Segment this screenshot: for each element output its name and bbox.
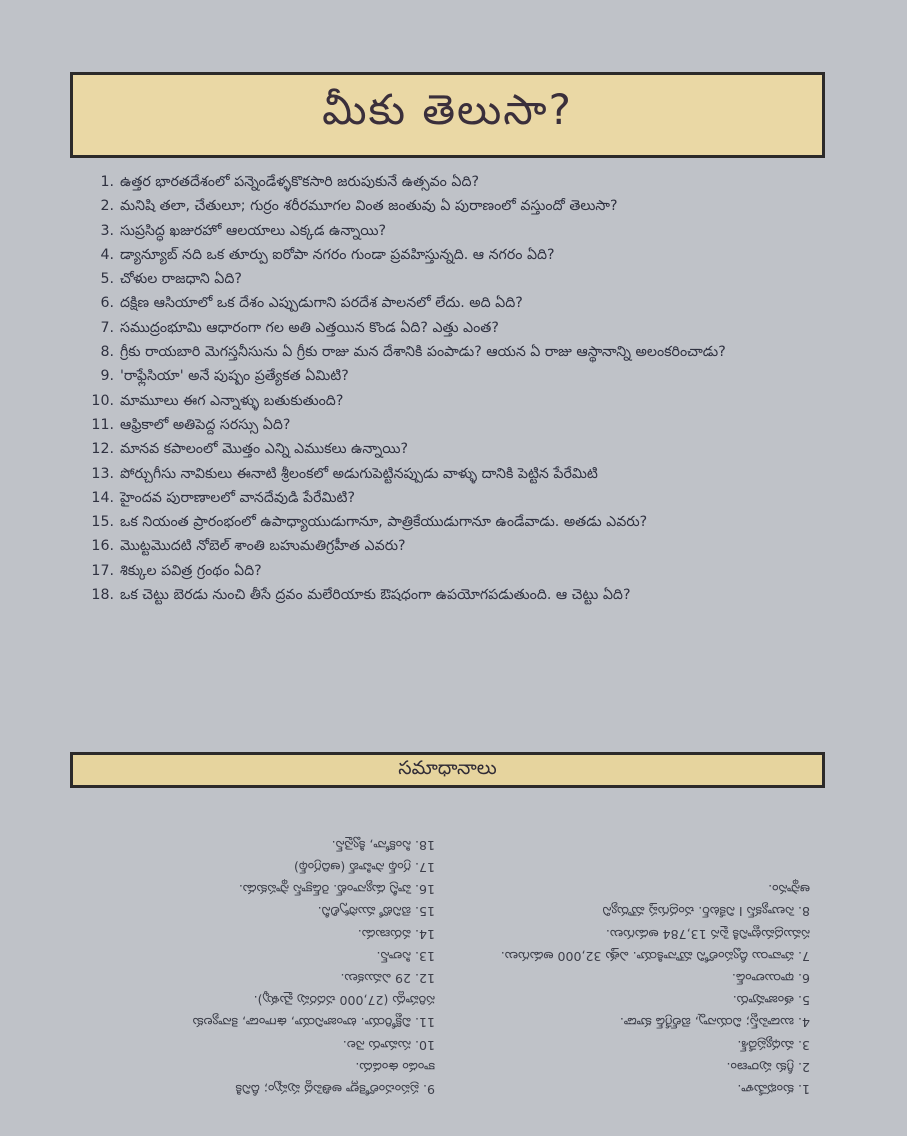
list-item: 7. సముద్రంభూమి ఆధారంగా గల అతి ఎత్తయిన కొండ ఏది? ఎత్తు ఎంత? (100, 319, 499, 336)
page-title: మీకు తెలుసా? (322, 85, 573, 134)
title-banner (70, 72, 825, 158)
answer-line: 4. బుడాపెస్ట్; వియన్నా, బెల్‌గ్రేడ్ కూడా. (619, 1015, 810, 1031)
list-item: 13. పోర్చుగీసు నావికులు ఈనాటి శ్రీలంకలో అడుగుపెట్టినప్పుడు వాళ్ళు దానికి పెట్టిన పేరేమిటి (91, 465, 598, 482)
answer-line: 5. తంజావూరు. (732, 993, 810, 1009)
answers-heading: సమాధానాలు (398, 756, 497, 779)
answer-line: 16. హెన్రీ డ్యునాంట్. రెడ్‌క్రాస్ స్థాపకుడు. (238, 882, 435, 898)
list-item: 1. ఉత్తర భారతదేశంలో పన్నెండేళ్ళకొకసారి జరుపుకునే ఉత్సవం ఏది? (100, 174, 480, 190)
answer-line: 8. సెల్యూకస్ I నికేటర్. చంద్రగుప్త మౌర్యుని (602, 904, 810, 920)
answer-line: 15. బెనిటో ముస్సోలినీ. (317, 904, 435, 920)
answer-line: 18. సింకోనా, క్వినైన్. (331, 837, 435, 853)
answer-line: 1. కుంభమేళా. (737, 1082, 810, 1097)
answer-line: 2. గ్రీకు పురాణం. (726, 1059, 810, 1075)
answer-line: కాండం ఉండదు. (355, 1059, 435, 1075)
answers-banner (70, 752, 825, 788)
list-item: 6. దక్షిణ ఆసియాలో ఒక దేశం ఎప్పుడుగాని పరదేశ పాలనలో లేదు. అది ఏది? (100, 295, 523, 312)
list-item: 15. ఒక నియంత ప్రారంభంలో ఉపాధ్యాయుడుగానూ, పాత్రికేయుడుగానూ ఉండేవాడు. అతడు ఎవరు? (91, 514, 648, 531)
answer-line: 6. థాయిలాండ్. (731, 970, 810, 986)
answer-line: 10. సుమారు నెల. (342, 1037, 435, 1053)
list-item: 11. ఆఫ్రికాలో అతిపెద్ద సరస్సు ఏది? (91, 416, 291, 433)
question-list (88, 170, 823, 607)
list-item: 2. మనిషి తలా, చేతులూ; గుర్రం శరీరమూగల వింత జంతువు ఏ పురాణంలో వస్తుందో తెలుసా? (100, 198, 618, 215)
answer-line: ఆస్థానం. (768, 882, 810, 898)
answer-line: 12. 29 ఎముకలు. (340, 970, 435, 986)
list-item: 10. మామూలు ఈగ ఎన్నాళ్ళు బతుకుతుంది? (91, 392, 344, 409)
answer-line: 17. గ్రంథ్ సాహిబ్ (ఆదిగ్రంథ్) (293, 859, 435, 875)
list-item: 18. ఒక చెట్టు బెరడు నుంచి తీసే ద్రవం మలేరియాకు ఔషధంగా ఉపయోగపడుతుంది. ఆ చెట్టు ఏది? (91, 587, 631, 604)
list-item: 12. మానవ కపాలంలో మొత్తం ఎన్ని ఎముకలు ఉన్నాయి? (91, 441, 409, 458)
list-item: 17. శిక్కుల పవిత్ర గ్రంథం ఏది? (91, 562, 262, 579)
answer-line: 13. సిలాన్. (376, 948, 435, 964)
answer-line: 3. మధ్యప్రదేశ్. (737, 1037, 810, 1053)
list-item: 5. చోళుల రాజధాని ఏది? (100, 271, 242, 288)
answer-line: 7. హవాయి ద్వీపంలోని మౌనాకియా. ఎత్తు 32,000 అడుగులు. (500, 948, 810, 964)
answers-column-right (90, 800, 435, 1100)
answer-line: సముద్రమట్టానికి పైన 13,784 అడుగులు. (605, 926, 810, 942)
answer-line: 9. ప్రపంచంలోకెల్లా అతిపెద్ద పుష్పం; దీనికి (235, 1082, 435, 1097)
answers-column-left (465, 800, 810, 1100)
list-item: 3. సుప్రసిద్ధ ఖజురహో ఆలయాలు ఎక్కడ ఉన్నాయి? (100, 222, 387, 239)
answer-line: 14. వరుణుడు. (357, 926, 435, 942)
list-item: 8. గ్రీకు రాయబారి మెగస్తనీసును ఏ గ్రీకు రాజు మన దేశానికి పంపాడు? ఆయన ఏ రాజు ఆస్థానాన్ని అలంకరించాడు? (100, 344, 726, 361)
list-item: 16. మొట్టమొదటి నోబెల్ శాంతి బహుమతిగ్రహీత ఎవరు? (91, 538, 406, 555)
answer-line: సరిహద్దు (27,000 చదరపు మైళ్ళు). (253, 993, 435, 1009)
list-item: 14. హైందవ పురాణాలలో వానదేవుడి పేరేమిటి? (91, 489, 356, 506)
list-item: 4. డ్యాన్యూబ్ నది ఒక తూర్పు ఐరోపా నగరం గుండా ప్రవహిస్తున్నది. ఆ నగరం ఏది? (100, 246, 555, 263)
answers-upside-down (90, 800, 810, 1100)
answer-line: 11. విక్టోరియా. టాంజానియా, ఉగాండా, కెన్యాలకు (192, 1015, 435, 1031)
list-item: 9. 'రాఫ్లేసియా' అనే పుష్పం ప్రత్యేకత ఏమిటి? (100, 368, 349, 385)
